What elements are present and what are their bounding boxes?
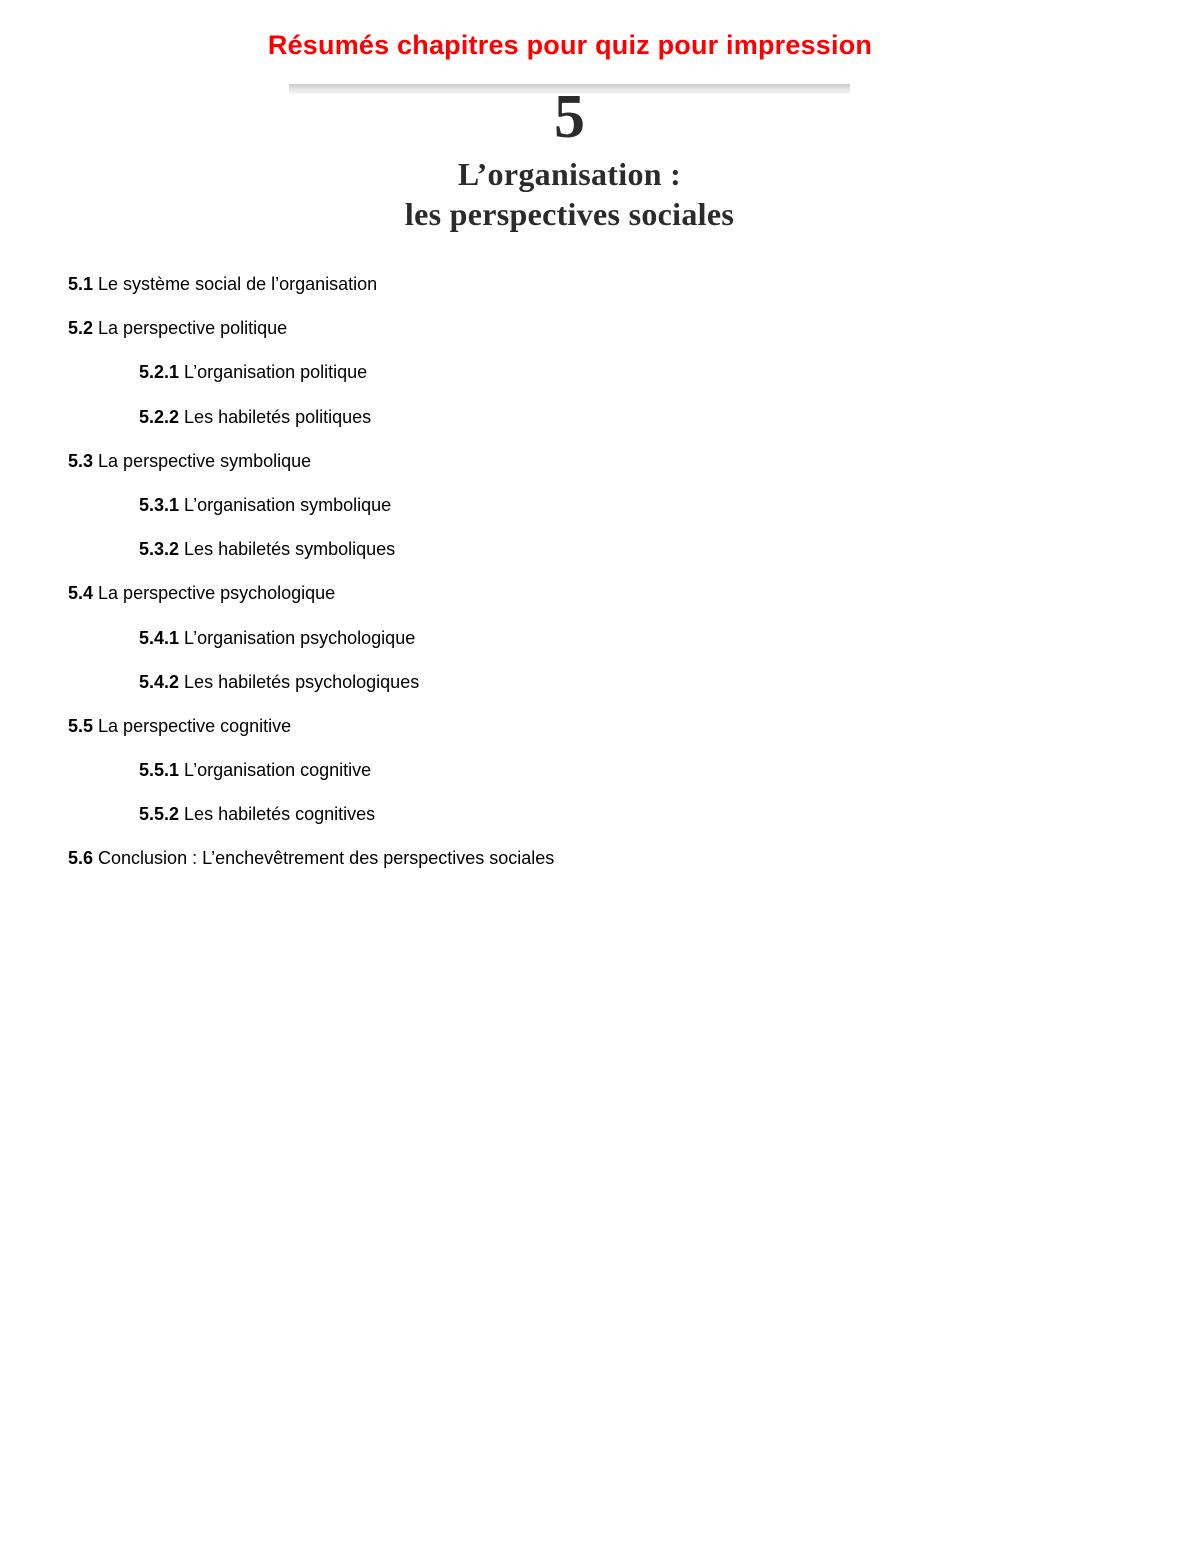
toc-item-text: L’organisation psychologique [184, 627, 416, 648]
toc-item-number: 5.3.2 [139, 539, 180, 560]
toc-subitem [68, 802, 1128, 846]
toc-item-number: 5.3.1 [139, 494, 180, 515]
toc-item-number: 5.6 [68, 848, 94, 869]
toc-item-text: Le système social de l’organisation [98, 274, 378, 294]
toc-item-text: L’organisation symbolique [184, 494, 392, 515]
toc-subitem [68, 405, 1128, 449]
toc-item [68, 714, 1128, 758]
toc-item-text: La perspective politique [98, 318, 288, 339]
toc-item-text: Les habiletés psychologiques [184, 671, 420, 692]
toc-item [68, 846, 1128, 890]
toc-item-text: La perspective symbolique [98, 450, 312, 471]
page-title: Résumés chapitres pour quiz pour impression [267, 30, 873, 60]
chapter-title-line-2: les perspectives sociales [404, 196, 735, 232]
toc-item-number: 5.5.2 [139, 804, 180, 825]
toc-item-number: 5.3 [68, 450, 94, 471]
chapter-title-line-1: L’organisation : [457, 156, 682, 192]
toc-item-number: 5.4 [68, 583, 94, 604]
toc-item-number: 5.5.1 [139, 760, 180, 781]
toc-subitem [68, 670, 1128, 714]
toc-item [68, 272, 1128, 316]
toc-item-number: 5.2.2 [139, 406, 180, 427]
toc-item-number: 5.4.1 [139, 627, 180, 648]
toc-subitem [68, 493, 1128, 537]
toc-item [68, 449, 1128, 493]
chapter-number: 5 [554, 83, 585, 151]
toc-item-number: 5.1 [68, 274, 94, 294]
toc-item-text: L’organisation politique [184, 362, 368, 383]
toc-item-text: Les habiletés cognitives [184, 804, 376, 825]
toc-subitem [68, 758, 1128, 802]
table-of-contents [68, 272, 1128, 891]
toc-item-text: L’organisation cognitive [184, 760, 372, 781]
toc-item-number: 5.2 [68, 318, 94, 339]
toc-subitem [68, 626, 1128, 670]
toc-subitem [68, 537, 1128, 581]
toc-item-text: Les habiletés politiques [184, 406, 372, 427]
toc-item-text: La perspective psychologique [98, 583, 336, 604]
toc-item-number: 5.5 [68, 715, 94, 736]
toc-item-number: 5.4.2 [139, 671, 180, 692]
toc-item-text: La perspective cognitive [98, 715, 292, 736]
toc-item-text: Les habiletés symboliques [184, 539, 396, 560]
toc-item [68, 316, 1128, 360]
toc-item-number: 5.2.1 [139, 362, 180, 383]
toc-subitem [68, 360, 1128, 404]
toc-item-text: Conclusion : L’enchevêtrement des perspectives sociales [98, 848, 555, 869]
toc-item [68, 581, 1128, 625]
